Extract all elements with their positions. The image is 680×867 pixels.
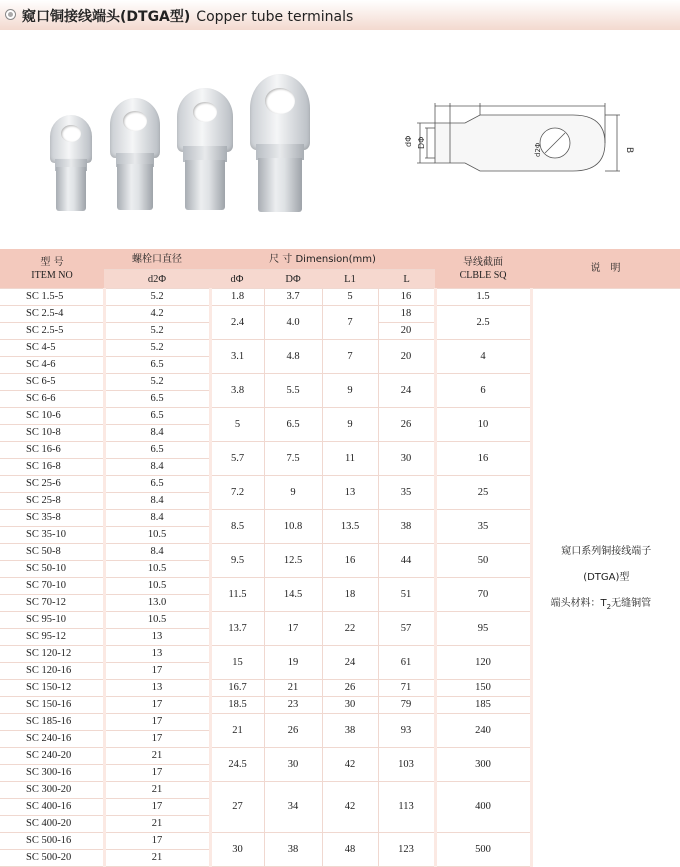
item-no-cell: SC 500-16 (0, 833, 104, 850)
dim-d-cell: 5.7 (210, 442, 264, 476)
note-material-b: 无缝铜管 (611, 597, 652, 609)
dim-D-cell: 7.5 (264, 442, 322, 476)
bolt-diameter-cell: 6.5 (104, 391, 210, 408)
note-material (533, 591, 680, 617)
cable-section-cell: 400 (435, 782, 531, 833)
dim-L1-cell: 9 (322, 408, 378, 442)
header-d2: d2Φ (104, 270, 210, 289)
dim-D-cell: 30 (264, 748, 322, 782)
dim-L1-cell: 16 (322, 544, 378, 578)
terminal-lug-image (110, 98, 164, 210)
dim-d-cell: 11.5 (210, 578, 264, 612)
note-line-2: (DTGA)型 (583, 571, 630, 583)
dim-D-cell: 21 (264, 680, 322, 697)
item-no-cell: SC 6-5 (0, 374, 104, 391)
item-no-cell: SC 4-5 (0, 340, 104, 357)
dim-d-cell: 3.1 (210, 340, 264, 374)
dim-d-cell: 21 (210, 714, 264, 748)
bolt-diameter-cell: 17 (104, 765, 210, 782)
dim-d-cell: 30 (210, 833, 264, 867)
page-header (0, 0, 680, 30)
dim-L-cell: 30 (378, 442, 435, 476)
cable-section-cell: 50 (435, 544, 531, 578)
cable-section-cell: 10 (435, 408, 531, 442)
dim-L-cell: 26 (378, 408, 435, 442)
bolt-diameter-cell: 10.5 (104, 612, 210, 629)
terminal-lug-image (50, 115, 96, 211)
cable-section-cell: 16 (435, 442, 531, 476)
circle-bullet-icon (5, 9, 16, 20)
cable-section-cell: 120 (435, 646, 531, 680)
bolt-diameter-cell: 10.5 (104, 527, 210, 544)
header-d: dΦ (210, 270, 264, 289)
header-L: L (378, 270, 435, 289)
dim-L-cell: 103 (378, 748, 435, 782)
dim-L-cell: 35 (378, 476, 435, 510)
dim-d-cell: 1.8 (210, 289, 264, 306)
item-no-cell: SC 120-12 (0, 646, 104, 663)
dim-D-cell: 3.7 (264, 289, 322, 306)
table-row (0, 289, 680, 306)
dim-d-cell: 7.2 (210, 476, 264, 510)
item-no-cell: SC 400-20 (0, 816, 104, 833)
dim-L1-cell: 11 (322, 442, 378, 476)
dim-L1-cell: 9 (322, 374, 378, 408)
dim-L1-cell: 7 (322, 340, 378, 374)
bolt-diameter-cell: 13.0 (104, 595, 210, 612)
bolt-diameter-cell: 8.4 (104, 459, 210, 476)
item-no-cell: SC 400-16 (0, 799, 104, 816)
dim-L1-cell: 5 (322, 289, 378, 306)
diagram-label-D: DΦ (417, 136, 426, 149)
dim-L1-cell: 22 (322, 612, 378, 646)
dim-L1-cell: 24 (322, 646, 378, 680)
dim-d-cell: 3.8 (210, 374, 264, 408)
bolt-diameter-cell: 21 (104, 816, 210, 833)
dim-D-cell: 6.5 (264, 408, 322, 442)
header-item: 型 号 ITEM NO (0, 249, 104, 289)
item-no-cell: SC 25-8 (0, 493, 104, 510)
bolt-diameter-cell: 21 (104, 748, 210, 765)
title-en: Copper tube terminals (196, 9, 354, 25)
bolt-diameter-cell: 8.4 (104, 544, 210, 561)
dim-D-cell: 17 (264, 612, 322, 646)
cable-section-cell: 25 (435, 476, 531, 510)
item-no-cell: SC 70-12 (0, 595, 104, 612)
item-no-cell: SC 1.5-5 (0, 289, 104, 306)
item-no-cell: SC 10-8 (0, 425, 104, 442)
bolt-diameter-cell: 21 (104, 782, 210, 799)
item-no-cell: SC 35-10 (0, 527, 104, 544)
note-material-a: 端头材料：T (550, 597, 607, 609)
dim-d-cell: 13.7 (210, 612, 264, 646)
dim-D-cell: 4.8 (264, 340, 322, 374)
dim-L1-cell: 7 (322, 306, 378, 340)
cable-section-cell: 2.5 (435, 306, 531, 340)
cable-section-cell: 4 (435, 340, 531, 374)
dim-L-cell: 38 (378, 510, 435, 544)
item-no-cell: SC 16-6 (0, 442, 104, 459)
diagram-label-d: dΦ (404, 135, 413, 147)
dim-L-cell: 71 (378, 680, 435, 697)
item-no-cell: SC 70-10 (0, 578, 104, 595)
bolt-diameter-cell: 17 (104, 731, 210, 748)
dimension-diagram (405, 95, 635, 190)
dim-L1-cell: 26 (322, 680, 378, 697)
header-L1: L1 (322, 270, 378, 289)
cable-section-cell: 1.5 (435, 289, 531, 306)
item-no-cell: SC 35-8 (0, 510, 104, 527)
dim-L-cell: 18 (378, 306, 435, 323)
item-no-cell: SC 185-16 (0, 714, 104, 731)
dim-L-cell: 51 (378, 578, 435, 612)
cable-section-cell: 240 (435, 714, 531, 748)
item-no-cell: SC 10-6 (0, 408, 104, 425)
item-no-cell: SC 25-6 (0, 476, 104, 493)
dim-D-cell: 4.0 (264, 306, 322, 340)
cable-section-cell: 95 (435, 612, 531, 646)
dim-L-cell: 20 (378, 340, 435, 374)
dim-L-cell: 113 (378, 782, 435, 833)
dim-D-cell: 23 (264, 697, 322, 714)
dim-L1-cell: 38 (322, 714, 378, 748)
bolt-diameter-cell: 17 (104, 714, 210, 731)
bolt-diameter-cell: 10.5 (104, 578, 210, 595)
bolt-diameter-cell: 21 (104, 850, 210, 867)
item-no-cell: SC 4-6 (0, 357, 104, 374)
dim-L-cell: 57 (378, 612, 435, 646)
dim-d-cell: 24.5 (210, 748, 264, 782)
dim-L-cell: 20 (378, 323, 435, 340)
header-cable: 导线截面 CLBLE SQ (435, 249, 531, 289)
bolt-diameter-cell: 13 (104, 680, 210, 697)
dim-d-cell: 16.7 (210, 680, 264, 697)
bolt-diameter-cell: 17 (104, 663, 210, 680)
bolt-diameter-cell: 5.2 (104, 340, 210, 357)
item-no-cell: SC 16-8 (0, 459, 104, 476)
dim-L1-cell: 30 (322, 697, 378, 714)
bolt-diameter-cell: 17 (104, 697, 210, 714)
dim-d-cell: 27 (210, 782, 264, 833)
item-no-cell: SC 50-10 (0, 561, 104, 578)
bolt-diameter-cell: 6.5 (104, 442, 210, 459)
bolt-diameter-cell: 17 (104, 833, 210, 850)
item-no-cell: SC 6-6 (0, 391, 104, 408)
page-title (22, 6, 353, 26)
dim-D-cell: 14.5 (264, 578, 322, 612)
cable-section-cell: 500 (435, 833, 531, 867)
item-no-cell: SC 240-20 (0, 748, 104, 765)
terminal-lug-image (250, 74, 314, 212)
dim-d-cell: 9.5 (210, 544, 264, 578)
bolt-diameter-cell: 10.5 (104, 561, 210, 578)
dim-L-cell: 24 (378, 374, 435, 408)
title-cn: 窥口铜接线端头(DTGA型) (22, 9, 191, 25)
cable-section-cell: 35 (435, 510, 531, 544)
header-note: 说 明 (531, 249, 680, 289)
bolt-diameter-cell: 17 (104, 799, 210, 816)
item-no-cell: SC 300-20 (0, 782, 104, 799)
item-no-cell: SC 95-12 (0, 629, 104, 646)
item-no-cell: SC 2.5-5 (0, 323, 104, 340)
dim-D-cell: 26 (264, 714, 322, 748)
bolt-diameter-cell: 4.2 (104, 306, 210, 323)
dim-D-cell: 19 (264, 646, 322, 680)
diagram-label-B: B (624, 147, 634, 154)
item-no-cell: SC 150-12 (0, 680, 104, 697)
dim-D-cell: 10.8 (264, 510, 322, 544)
cable-section-cell: 300 (435, 748, 531, 782)
dim-D-cell: 5.5 (264, 374, 322, 408)
bolt-diameter-cell: 6.5 (104, 408, 210, 425)
bolt-diameter-cell: 13 (104, 646, 210, 663)
bolt-diameter-cell: 8.4 (104, 510, 210, 527)
cable-section-cell: 185 (435, 697, 531, 714)
cable-section-cell: 70 (435, 578, 531, 612)
bolt-diameter-cell: 13 (104, 629, 210, 646)
spec-table (0, 249, 680, 867)
note-material-sub: 2 (606, 602, 612, 611)
bolt-diameter-cell: 6.5 (104, 476, 210, 493)
cable-section-cell: 6 (435, 374, 531, 408)
dim-D-cell: 34 (264, 782, 322, 833)
note-line-1: 窥口系列铜接线端子 (561, 545, 652, 557)
item-no-cell: SC 500-20 (0, 850, 104, 867)
dim-d-cell: 8.5 (210, 510, 264, 544)
dim-d-cell: 2.4 (210, 306, 264, 340)
item-no-cell: SC 240-16 (0, 731, 104, 748)
item-no-cell: SC 120-16 (0, 663, 104, 680)
dim-L-cell: 93 (378, 714, 435, 748)
dim-L1-cell: 18 (322, 578, 378, 612)
terminal-lug-image (177, 88, 237, 210)
diagram-label-d2: d2Φ (534, 142, 542, 157)
dim-d-cell: 18.5 (210, 697, 264, 714)
dim-L1-cell: 42 (322, 748, 378, 782)
dim-D-cell: 9 (264, 476, 322, 510)
item-no-cell: SC 50-8 (0, 544, 104, 561)
item-no-cell: SC 300-16 (0, 765, 104, 782)
header-bolt: 螺栓口直径 (104, 249, 210, 270)
bolt-diameter-cell: 5.2 (104, 323, 210, 340)
item-no-cell: SC 150-16 (0, 697, 104, 714)
header-D: DΦ (264, 270, 322, 289)
dim-D-cell: 12.5 (264, 544, 322, 578)
dim-L-cell: 123 (378, 833, 435, 867)
dim-L-cell: 44 (378, 544, 435, 578)
dim-L1-cell: 13 (322, 476, 378, 510)
dim-d-cell: 15 (210, 646, 264, 680)
dim-L-cell: 16 (378, 289, 435, 306)
bolt-diameter-cell: 8.4 (104, 493, 210, 510)
bolt-diameter-cell: 5.2 (104, 289, 210, 306)
cable-section-cell: 150 (435, 680, 531, 697)
dim-L1-cell: 13.5 (322, 510, 378, 544)
bolt-diameter-cell: 6.5 (104, 357, 210, 374)
dim-L1-cell: 42 (322, 782, 378, 833)
dim-d-cell: 5 (210, 408, 264, 442)
dim-L-cell: 79 (378, 697, 435, 714)
dim-L1-cell: 48 (322, 833, 378, 867)
note-cell (531, 289, 680, 867)
dim-D-cell: 38 (264, 833, 322, 867)
bolt-diameter-cell: 5.2 (104, 374, 210, 391)
bolt-diameter-cell: 8.4 (104, 425, 210, 442)
spec-table-body (0, 289, 680, 867)
dim-L-cell: 61 (378, 646, 435, 680)
item-no-cell: SC 2.5-4 (0, 306, 104, 323)
header-dimension: 尺 寸 Dimension(mm) (210, 249, 435, 270)
item-no-cell: SC 95-10 (0, 612, 104, 629)
